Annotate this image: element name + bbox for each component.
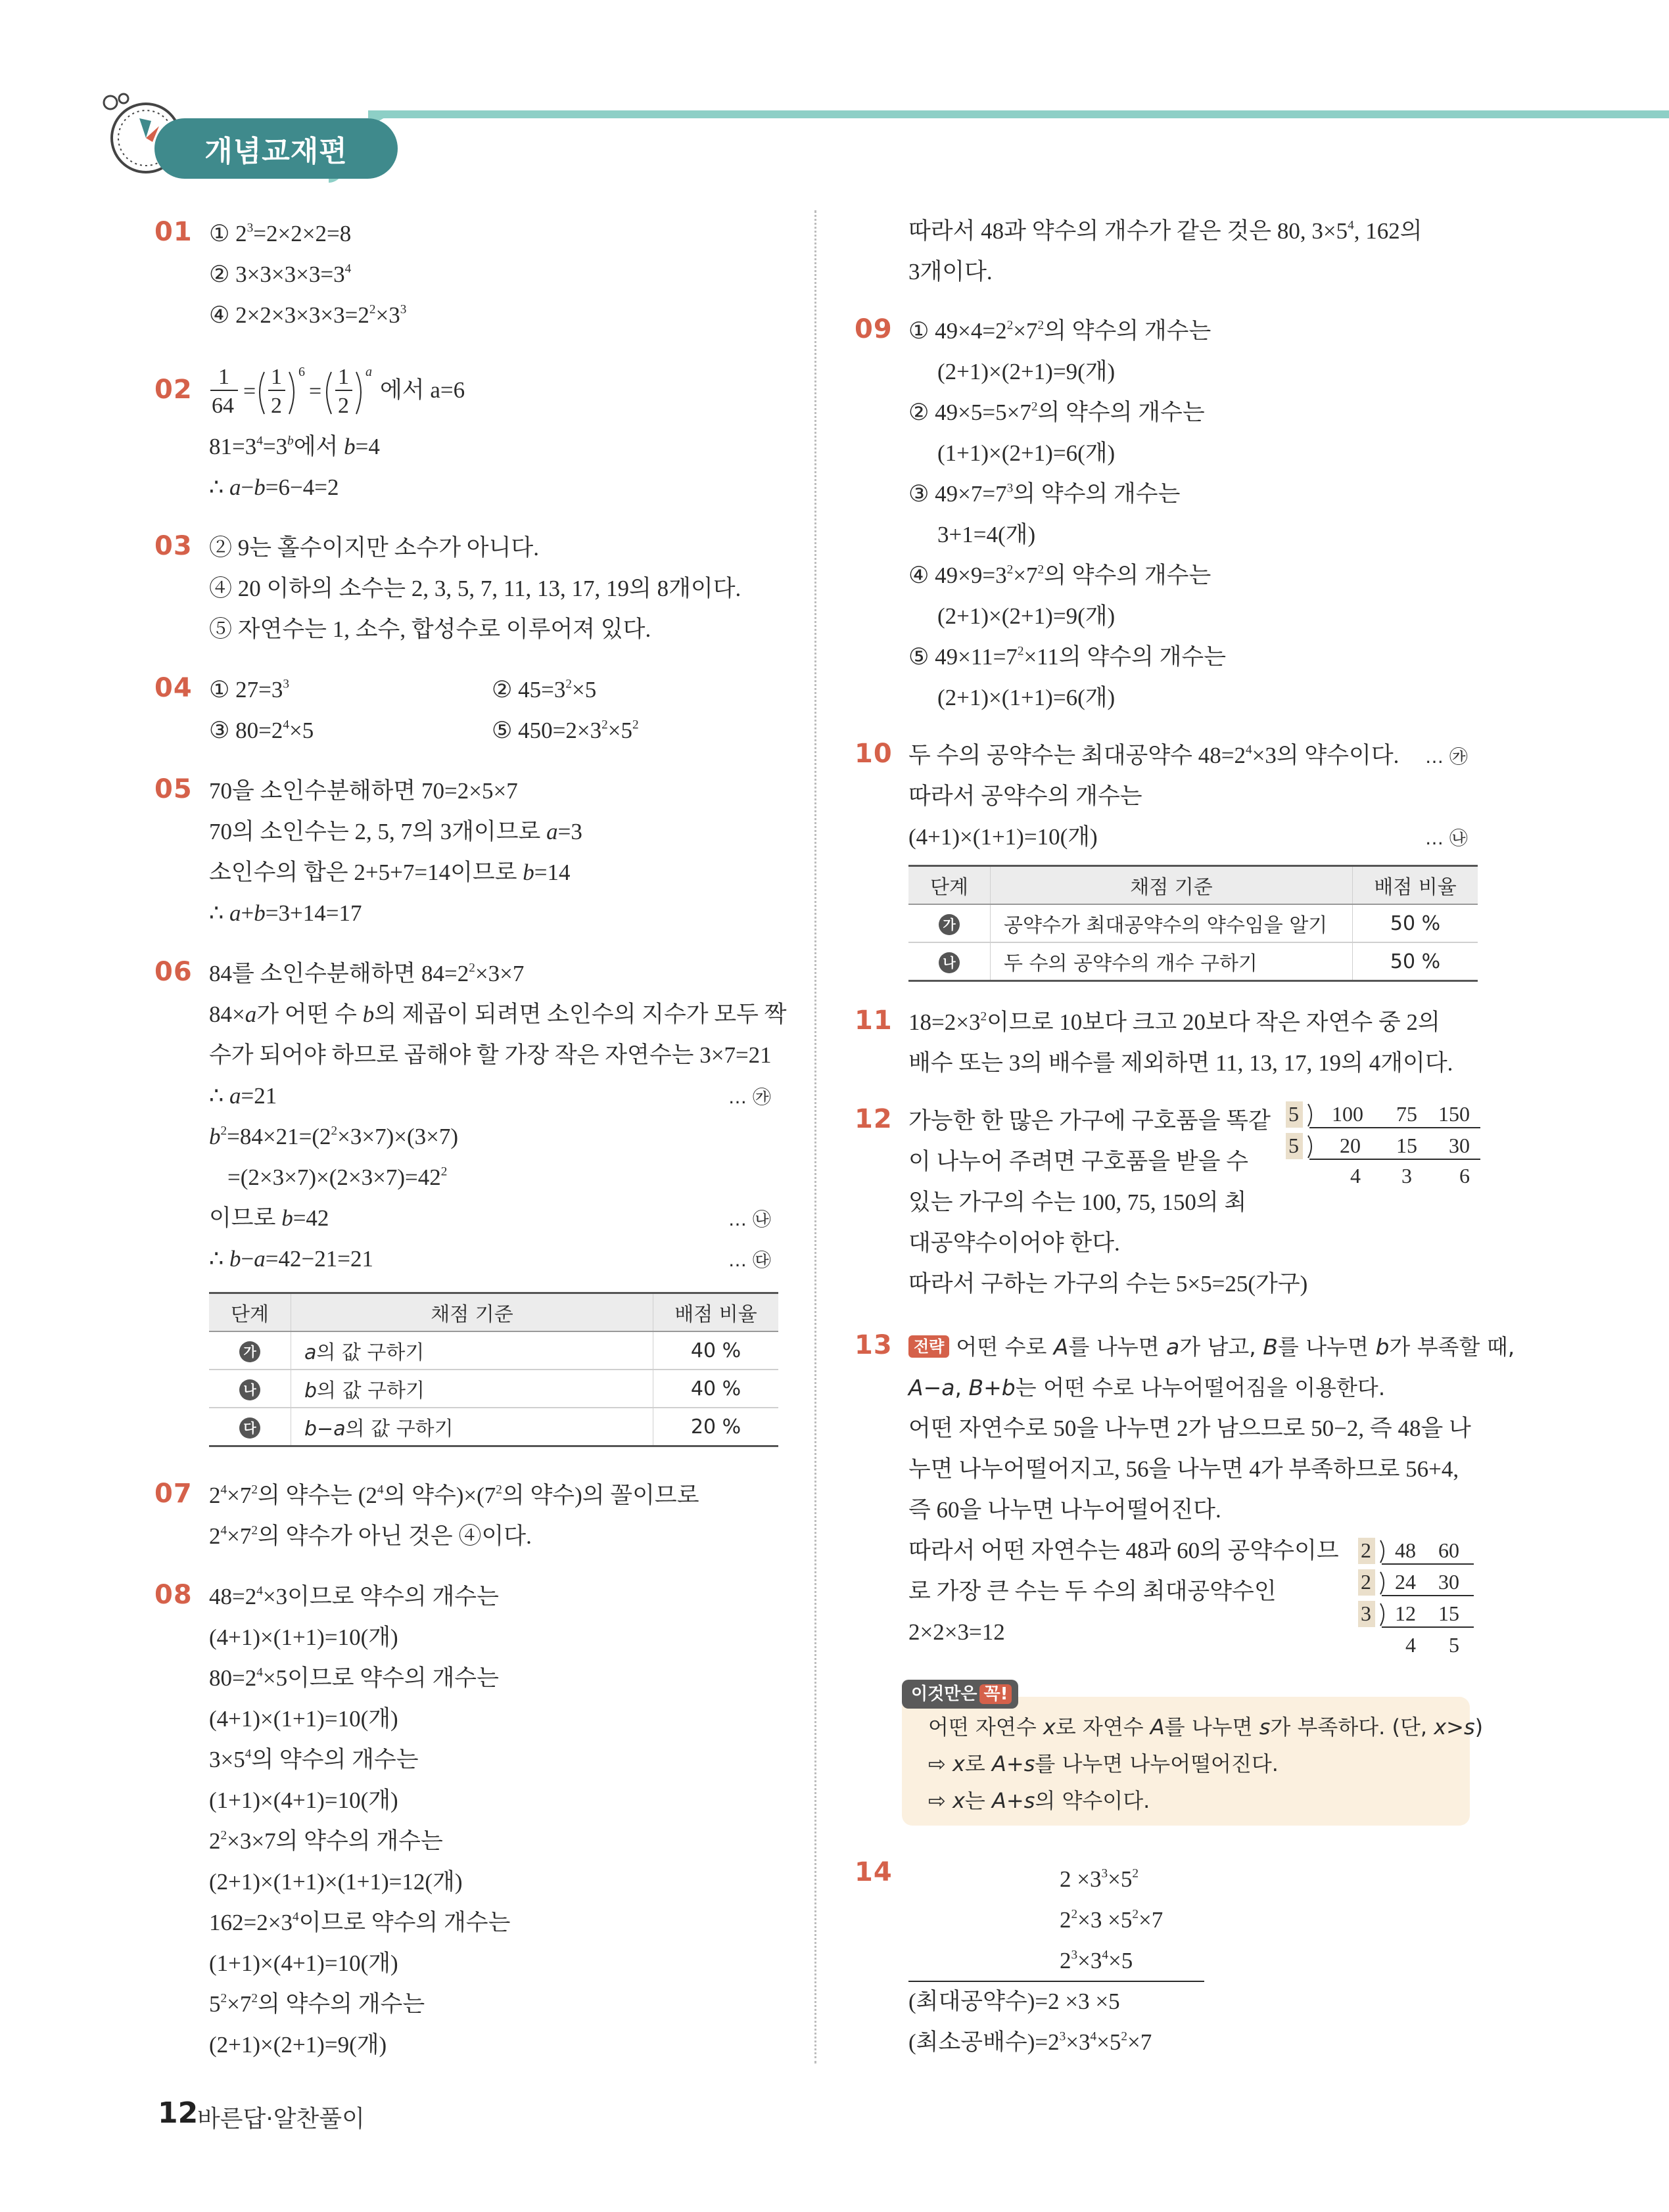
strategy-line: A−a, B+b는 어떤 수로 나누어떨어짐을 이용한다. [908, 1375, 1386, 1400]
division-ladder [1358, 1534, 1476, 1665]
text-line: ④ 20 이하의 소수는 2, 3, 5, 7, 11, 13, 17, 19의 8개이다. [209, 576, 741, 601]
text-line: (2+1)×(2+1)=9(개) [937, 603, 1116, 629]
svg-text:5: 5 [1449, 1633, 1459, 1657]
svg-text:2: 2 [271, 394, 282, 418]
text-line: 따라서 구하는 가구의 수는 5×5=25(가구) [908, 1271, 1308, 1297]
table-cell: 50 % [1353, 942, 1478, 981]
table-cell: b의 값 구하기 [291, 1370, 653, 1408]
text-line: $2 \times 3^3\times 5^2$ [1060, 1866, 1139, 1892]
division-ladder [1286, 1097, 1480, 1196]
svg-text:75: 75 [1396, 1102, 1417, 1126]
text-line: (1+1)×(4+1)=10(개) [209, 1950, 398, 1976]
text-line: ① $27=3^3$ [209, 677, 289, 703]
text-line: 70의 소인수는 2, 5, 7의 3개이므로 a=3 [209, 819, 582, 844]
table-row [209, 1331, 778, 1370]
text-line: ⑤ $450=2\times 3^2\times 5^2$ [492, 718, 639, 743]
text-line: $2^2\times 3 \times 5^2\times 7$ [1060, 1907, 1164, 1933]
text-line: 누면 나누어떨어지고, 56을 나누면 4가 부족하므로 56+4, [908, 1456, 1459, 1482]
table-cell: 두 수의 공약수의 개수 구하기 [991, 942, 1353, 981]
text-line: 84를 소인수분해하면 $84=2^2\times 3\times 7$ [209, 961, 525, 986]
problem-number: 02 [154, 375, 193, 405]
problem-number: 08 [154, 1580, 193, 1610]
problem-number: 11 [855, 1005, 893, 1036]
problem-number: 07 [154, 1479, 193, 1509]
text-line: $162=2\times 3^4$이므로 약수의 개수는 [209, 1910, 511, 1935]
text-line: 3+1=4(개) [937, 522, 1036, 547]
step-badge: 가 [939, 914, 960, 935]
table-row [209, 1370, 778, 1408]
text-line: 있는 가구의 수는 100, 75, 150의 최 [908, 1189, 1247, 1215]
text-line: (1+1)×(4+1)=10(개) [209, 1787, 398, 1813]
table-header: 배점 비율 [653, 1293, 779, 1332]
svg-text:30: 30 [1438, 1570, 1459, 1594]
svg-text:12: 12 [1395, 1601, 1416, 1625]
text-line: ④ $49\times 9=3^2\times 7^2$의 약수의 개수는 [908, 563, 1211, 588]
text-line: 배수 또는 3의 배수를 제외하면 11, 13, 17, 19의 4개이다. [908, 1050, 1453, 1076]
text-line: 2×2×3=12 [908, 1619, 1005, 1645]
book-title: 바른답·알찬풀이 [197, 2106, 365, 2132]
text-line: ∴ b−a=42−21=21 [209, 1246, 373, 1272]
text-line: (최대공약수)=2 ×3 ×5 [908, 1989, 1120, 2014]
text-line: 두 수의 공약수는 최대공약수 $48=2^4\times 3$의 약수이다. [908, 743, 1399, 768]
table-cell: b−a의 값 구하기 [291, 1408, 653, 1446]
svg-text:2: 2 [338, 394, 349, 418]
svg-text:20: 20 [1340, 1134, 1361, 1157]
text-line: ∴ a−b=6−4=2 [209, 474, 339, 500]
text-line: (2+1)×(1+1)×(1+1)=12(개) [209, 1869, 463, 1895]
svg-text:a: a [365, 365, 372, 379]
svg-text:2: 2 [1361, 1538, 1371, 1562]
page-number: 12 [158, 2096, 199, 2130]
table-header: 단계 [908, 866, 991, 905]
table-cell: 40 % [653, 1370, 779, 1408]
svg-text:150: 150 [1438, 1102, 1470, 1126]
scoring-table [209, 1292, 778, 1447]
text-line: 3개이다. [908, 259, 993, 285]
text-line: 84×a가 어떤 수 b의 제곱이 되려면 소인수의 지수가 모두 짝 [209, 1002, 787, 1027]
step-marker: … ㉰ [728, 1249, 771, 1271]
text-line: 따라서 어떤 자연수는 48과 60의 공약수이므 [908, 1538, 1339, 1563]
svg-text:24: 24 [1395, 1570, 1416, 1594]
svg-text:15: 15 [1396, 1134, 1417, 1157]
table-cell: 공약수가 최대공약수의 약수임을 알기 [991, 904, 1353, 942]
svg-text:6: 6 [298, 365, 305, 379]
problem-number: 12 [855, 1104, 893, 1134]
text-line: $80=2^4\times 5$이므로 약수의 개수는 [209, 1665, 499, 1691]
strategy-line: 전략 어떤 수로 A를 나누면 a가 남고, B를 나누면 b가 부족할 때, [908, 1334, 1515, 1360]
svg-text:=: = [309, 379, 322, 403]
svg-text:64: 64 [212, 394, 234, 418]
problem-number: 01 [154, 217, 193, 247]
step-marker: … ㉯ [1425, 827, 1468, 849]
text-line: $2^2\times 3\times 7$의 약수의 개수는 [209, 1828, 443, 1854]
problem-number: 10 [855, 739, 893, 769]
text-line: 이 나누어 주려면 구호품을 받을 수 [908, 1149, 1249, 1174]
step-marker: … ㉮ [1425, 746, 1468, 768]
tip-line: ⇨ x는 A+s의 약수이다. [928, 1788, 1150, 1813]
problem-number: 09 [855, 314, 893, 344]
table-header: 채점 기준 [991, 866, 1353, 905]
text-line: ③ $80=2^4\times 5$ [209, 718, 314, 743]
problem-number: 06 [154, 957, 193, 987]
table-cell: a의 값 구하기 [291, 1331, 653, 1370]
svg-text:1: 1 [218, 365, 229, 389]
text-line: $2^4\times 7^2$의 약수는 ($2^4$의 약수)$\times(7^2$의 약수)의 꼴이므로 [209, 1483, 699, 1508]
header-rule [368, 110, 1669, 118]
text-line: 소인수의 합은 2+5+7=14이므로 b=14 [209, 860, 571, 885]
text-line: 가능한 한 많은 가구에 구호품을 똑같 [908, 1108, 1271, 1134]
text-line: 어떤 자연수로 50을 나누면 2가 남으므로 50−2, 즉 48을 나 [908, 1416, 1471, 1441]
table-row [209, 1408, 778, 1446]
problem-number: 14 [855, 1857, 893, 1887]
text-line: 따라서 48과 약수의 개수가 같은 것은 80, $3\times 5^4$, 162의 [908, 218, 1422, 244]
svg-text:3: 3 [1361, 1601, 1371, 1625]
text-line: 수가 되어야 하므로 곱해야 할 가장 작은 자연수는 3×7=21 [209, 1042, 772, 1068]
text-line: ② $49\times 5=5\times 7^2$의 약수의 개수는 [908, 400, 1205, 425]
text-line: ② $45=3^2\times 5$ [492, 677, 597, 703]
text-line: ⑤ 자연수는 1, 소수, 합성수로 이루어져 있다. [209, 616, 651, 642]
text-line: (4+1)×(1+1)=10(개) [209, 1706, 398, 1732]
tip-label: 이것만은 꼭! [902, 1680, 1018, 1709]
table-header: 배점 비율 [1353, 866, 1478, 905]
svg-text:100: 100 [1332, 1102, 1363, 1126]
text-line: 이므로 b=42 [209, 1205, 329, 1231]
section-banner: 개념교재편 [154, 118, 398, 179]
svg-text:4: 4 [1350, 1164, 1361, 1187]
text-line: (2+1)×(2+1)=9(개) [937, 359, 1116, 384]
svg-text:=: = [243, 379, 256, 403]
step-marker: … ㉯ [728, 1209, 771, 1230]
text-line: ① $49\times 4=2^2\times 7^2$의 약수의 개수는 [908, 318, 1211, 344]
table-cell: 20 % [653, 1408, 779, 1446]
text-line: $5^2\times 7^2$의 약수의 개수는 [209, 1991, 425, 2017]
text-line: (4+1)×(1+1)=10(개) [908, 824, 1098, 850]
text-line: $2^3\times 3^4\times 5$ [1060, 1948, 1133, 1973]
problem-number: 03 [154, 531, 193, 561]
table-cell: 50 % [1353, 904, 1478, 942]
text-line: $3\times 5^4$의 약수의 개수는 [209, 1747, 419, 1772]
text-line: 대공약수이어야 한다. [908, 1230, 1120, 1256]
scoring-table [908, 865, 1478, 982]
text-line: $81=3^4=3^b$에서 b=4 [209, 434, 380, 459]
strategy-tag: 전략 [908, 1335, 949, 1358]
svg-text:60: 60 [1438, 1538, 1459, 1562]
problem-number: 04 [154, 673, 193, 703]
text-line: ② 9는 홀수이지만 소수가 아니다. [209, 535, 539, 561]
text-line: ④ $2\times 2\times 3\times 3\times 3=2^2\times 3^3$ [209, 302, 407, 328]
divisor: 5 [1288, 1134, 1299, 1157]
step-badge: 다 [239, 1417, 260, 1439]
table-row [908, 904, 1478, 942]
step-badge: 나 [239, 1379, 260, 1400]
svg-text:2: 2 [1361, 1570, 1371, 1594]
text-line: 따라서 공약수의 개수는 [908, 783, 1142, 809]
text-line: ∴ a+b=3+14=17 [209, 900, 362, 926]
step-marker: … ㉮ [728, 1086, 771, 1108]
text-line: (2+1)×(2+1)=9(개) [209, 2032, 387, 2058]
text-line: ⑤ $49\times 11=7^2\times 11$의 약수의 개수는 [908, 644, 1227, 670]
svg-text:6: 6 [1459, 1164, 1470, 1187]
svg-text:30: 30 [1449, 1134, 1470, 1157]
column-divider [814, 210, 816, 2063]
problem-number: 05 [154, 774, 193, 804]
tip-line: ⇨ x로 A+s를 나누면 나누어떨어진다. [928, 1751, 1279, 1776]
table-header: 단계 [209, 1293, 291, 1332]
text-line: $b^2=84\times 21=(2^2\times 3\times 7)\times(3\times 7)$ [209, 1124, 459, 1149]
text-line: $48=2^4\times 3$이므로 약수의 개수는 [209, 1584, 499, 1609]
rule-line [908, 1981, 1204, 1982]
text-line: 즉 60을 나누면 나누어떨어진다. [908, 1497, 1221, 1523]
svg-text:1: 1 [271, 365, 282, 389]
text-line: ② $3\times 3\times 3\times 3=3^4$ [209, 262, 352, 287]
text-line: 로 가장 큰 수는 두 수의 최대공약수인 [908, 1578, 1277, 1604]
problem-number: 13 [855, 1330, 893, 1360]
table-header: 채점 기준 [291, 1293, 653, 1332]
table-row [908, 942, 1478, 981]
text-line: $2^4\times 7^2$의 약수가 아닌 것은 ④이다. [209, 1523, 532, 1549]
text-line: ∴ a=21 [209, 1083, 277, 1109]
step-badge: 나 [939, 952, 960, 973]
text-line: $18=2\times 3^2$이므로 10보다 크고 20보다 작은 자연수 중 2의 [908, 1009, 1440, 1035]
text-line: ③ $49\times 7=7^3$의 약수의 개수는 [908, 481, 1181, 507]
text-line: (4+1)×(1+1)=10(개) [209, 1624, 398, 1650]
step-badge: 가 [239, 1341, 260, 1362]
text-line: (1+1)×(2+1)=6(개) [937, 440, 1116, 466]
svg-text:48: 48 [1395, 1538, 1416, 1562]
text-line: (2+1)×(1+1)=6(개) [937, 685, 1116, 710]
divisor: 5 [1288, 1102, 1299, 1126]
svg-text:15: 15 [1438, 1601, 1459, 1625]
table-cell: 40 % [653, 1331, 779, 1370]
tip-line: 어떤 자연수 x로 자연수 A를 나누면 s가 부족하다. (단, x>s) [928, 1715, 1484, 1740]
text-line: (최소공배수)$=2^3\times 3^4\times 5^2\times 7$ [908, 2029, 1152, 2055]
text-line: 70을 소인수분해하면 70=2×5×7 [209, 778, 518, 804]
svg-text:1: 1 [338, 365, 349, 389]
svg-text:3: 3 [1401, 1164, 1412, 1187]
text-line: 에서 a=6 [380, 377, 465, 403]
text-line: ① $2^3=2\times 2\times 2=8$ [209, 221, 352, 246]
text-line: $=(2\times 3\times 7)\times(2\times 3\times 7)=42^2$ [227, 1164, 448, 1190]
svg-text:4: 4 [1405, 1633, 1416, 1657]
